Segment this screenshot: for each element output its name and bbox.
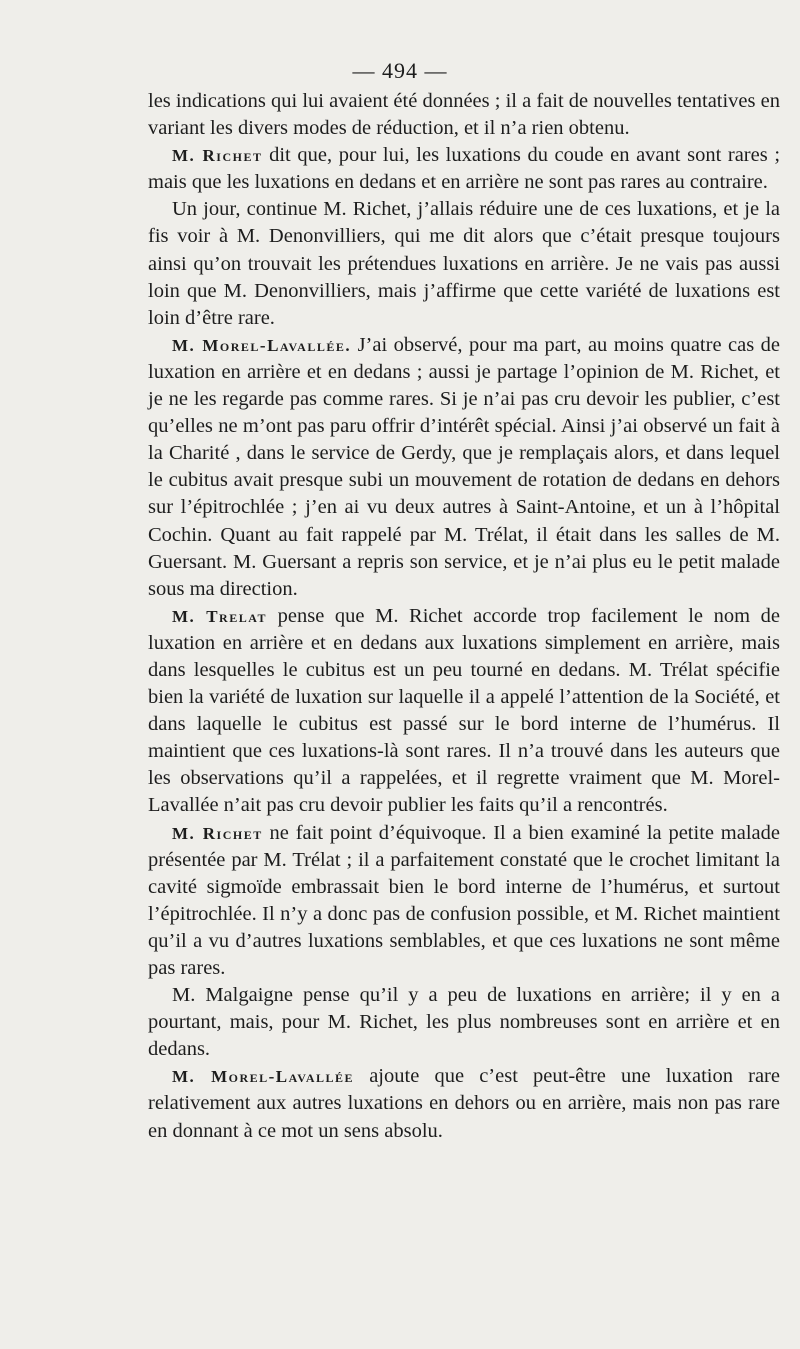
paragraph-text: Un jour, continue M. Richet, j’allais réduire une de ces luxations, et je la fis voir à M. Denonvilliers, qui me dit alors que c’était presque toujours ainsi qu’on trouvait les prétendues luxations en arrière. Je ne vais pas aussi loin que M. Denonvilliers, mais j’affirme que cette variété de luxations est loin d’être rare.: [148, 198, 780, 329]
paragraph: [148, 820, 780, 983]
paragraph: [148, 982, 780, 1063]
page-number: — 494 —: [352, 58, 448, 83]
paragraph-text: ne fait point d’équivoque. Il a bien examiné la petite malade présentée par M. Trélat ; il a parfaitement constaté que le crochet limitant la cavité sigmoïde embrassait bien le bord interne de l’humérus, et surtout l’épitrochlée. Il n’y a donc pas de confusion possible, et M. Richet maintient qu’il a vu d’autres luxations semblables, et que ces luxations ne sont même pas rares.: [148, 821, 780, 979]
speaker-name: M. Richet: [172, 146, 263, 166]
paragraph-text: pense que M. Richet accorde trop facilement le nom de luxation en arrière et en dedans aux luxations simplement en arrière, mais dans lesquelles le cubitus est un peu tourné en dedans. M. Trélat spécifie bien la variété de luxation sur laquelle il a appelé l’attention de la Société, et dans laquelle le cubitus est passé sur le bord interne de l’humérus. Il maintient que ces luxations-là sont rares. Il n’a trouvé dans les auteurs que les observations qu’il a rappelées, et il regrette vraiment que M. Morel-Lavallée n’ait pas cru devoir publier les faits qu’il a rencontrés.: [148, 604, 781, 817]
paragraph: [148, 603, 780, 820]
speaker-name: M. Richet: [172, 823, 263, 843]
paragraph-text: M. Malgaigne pense qu’il y a peu de luxations en arrière; il y en a pourtant, mais, pour M. Richet, les plus nombreuses sont en arrière et en dedans.: [148, 984, 780, 1061]
paragraph: [148, 1063, 780, 1144]
paragraph: [148, 142, 780, 196]
paragraph: [148, 332, 780, 603]
speaker-name: M. Morel-Lavallée.: [172, 335, 352, 355]
speaker-name: M. Morel-Lavallée: [172, 1067, 355, 1087]
speaker-name: M. Trelat: [172, 606, 268, 626]
paragraph-text: les indications qui lui avaient été données ; il a fait de nouvelles tentatives en variant les divers modes de réduction, et il n’a rien obtenu.: [148, 90, 780, 140]
paragraph: [148, 88, 780, 142]
paragraph-text: ajoute que c’est peut-être une luxation rare relativement aux autres luxations en dehors ou en arrière, mais non pas rare en donnant à ce mot un sens absolu.: [148, 1065, 780, 1142]
body-text: [148, 88, 780, 1145]
paragraph-text: J’ai observé, pour ma part, au moins quatre cas de luxation en arrière et en dedans ; aussi je partage l’opinion de M. Richet, et je ne les regarde pas comme rares. Si je n’ai pas cru devoir les publier, c’est qu’elles ne m’ont pas paru offrir d’intérêt spécial. Ainsi j’ai observé un fait à la Charité , dans le service de Gerdy, que je remplaçais alors, et dans lequel le cubitus avait presque subi un mouvement de rotation de dedans en dehors sur l’épitrochlée ; j’en ai vu deux autres à Saint-Antoine, et un à l’hôpital Cochin. Quant au fait rappelé par M. Trélat, il était dans les salles de M. Guersant. M. Guersant a repris son service, et je n’ai plus eu le petit malade sous ma direction.: [148, 333, 780, 600]
paragraph-text: dit que, pour lui, les luxations du coude en avant sont rares ; mais que les luxations en dedans et en arrière ne sont pas rares au contraire.: [148, 144, 781, 194]
paragraph: [148, 196, 780, 331]
